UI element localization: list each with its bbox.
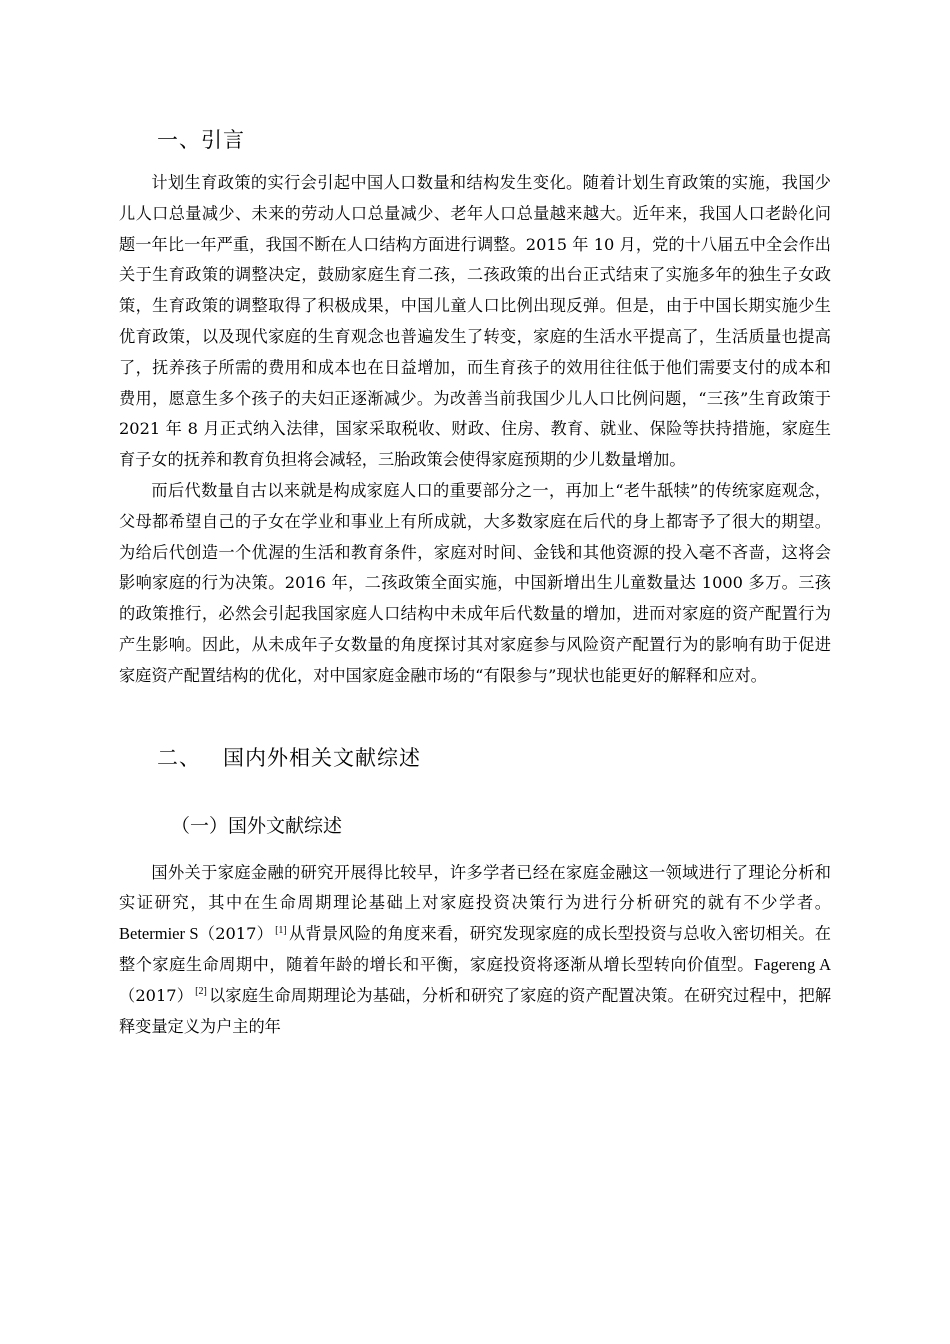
section-title: 国内外相关文献综述	[223, 745, 421, 770]
reference-marker-2[interactable]: [2]	[195, 986, 207, 998]
citation-author-fagereng: Fagereng A	[753, 954, 831, 974]
introduction-paragraph-2: 而后代数量自古以来就是构成家庭人口的重要部分之一，再加上“老牛舐犊”的传统家庭观念，父母都希望自己的子女在学业和事业上有所成就，大多数家庭在后代的身上都寄予了很大的期望。为给后代创造一个优渥的生活和教育条件，家庭对时间、金钱和其他资源的投入毫不吝啬，这将会影响家庭的行为决策。2016 年，二孩政策全面实施，中国新增出生儿童数量达 1000 多万。三孩的政策推行，必然会引起我国家庭人口结构中未成年后代数量的增加，进而对家庭的资产配置行为产生影响。因此，从未成年子女数量的角度探讨其对家庭参与风险资产配置行为的影响有助于促进家庭资产配置结构的优化，对中国家庭金融市场的“有限参与”现状也能更好的解释和应对。	[119, 480, 831, 685]
subsection-heading-foreign-literature: （一）国外文献综述	[171, 814, 343, 837]
paragraph-text-a: 国外关于家庭金融的研究开展得比较早，许多学者已经在家庭金融这一领域进行了理论分析和实证研究，其中在生命周期理论基础上对家庭投资决策行为进行分析研究的就有不少学者。	[119, 862, 831, 913]
citation-year-1: （2017）	[198, 924, 274, 944]
citation-author-betermier: Betermier S	[119, 924, 199, 944]
paragraph-text-b: 从背景风险的角度来看，研究发现家庭的成长型投资与总收入密切相关。在整个家庭生命周期中，随着年龄的增长和平衡，家庭投资将逐渐从增长型转向价值型。	[119, 924, 831, 974]
section-heading-literature-review	[119, 740, 831, 776]
section-heading-introduction: 一、引言	[157, 128, 245, 152]
reference-marker-1[interactable]: [1]	[275, 924, 287, 936]
section-number: 二、	[157, 745, 201, 770]
page-content	[119, 122, 831, 1042]
foreign-literature-paragraph	[119, 858, 831, 1043]
citation-year-2: （2017）	[119, 985, 194, 1005]
paragraph-text-c: 以家庭生命周期理论为基础，分析和研究了家庭的资产配置决策。在研究过程中，把解释变量定义为户主的年	[119, 985, 832, 1036]
introduction-paragraph-1: 计划生育政策的实行会引起中国人口数量和结构发生变化。随着计划生育政策的实施，我国少儿人口总量减少、未来的劳动人口总量减少、老年人口总量越来越大。近年来，我国人口老龄化问题一年比一年严重，我国不断在人口结构方面进行调整。2015 年 10 月，党的十八届五中全会作出关于生育政策的调整决定，鼓励家庭生育二孩，二孩政策的出台正式结束了实施多年的独生子女政策，生育政策的调整取得了积极成果，中国儿童人口比例出现反弹。但是，由于中国长期实施少生优育政策，以及现代家庭的生育观念也普遍发生了转变，家庭的生活水平提高了，生活质量也提高了，抚养孩子所需的费用和成本也在日益增加，而生育孩子的效用往往低于他们需要支付的成本和费用，愿意生多个孩子的夫妇正逐渐减少。为改善当前我国少儿人口比例问题，“三孩”生育政策于 2021 年 8 月正式纳入法律，国家采取税收、财政、住房、教育、就业、保险等扶持措施，家庭生育子女的抚养和教育负担将会减轻，三胎政策会使得家庭预期的少儿数量增加。	[119, 173, 831, 470]
